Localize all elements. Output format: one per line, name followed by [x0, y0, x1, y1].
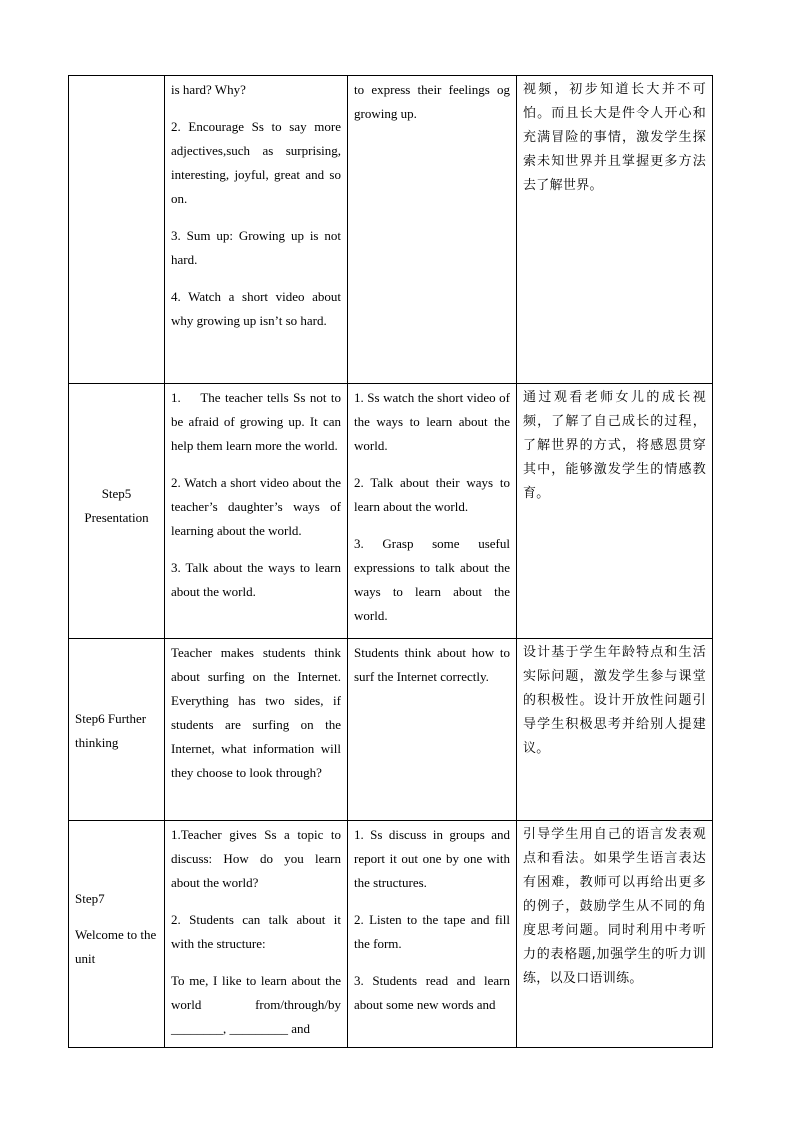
design-purpose-cell: 引导学生用自己的语言发表观点和看法。如果学生语言表达有困难，教师可以再给出更多的例子，鼓励学生从不同的角度思考问题。同时利用中考听力的表格题,加强学生的听力训练，以及口语训练。: [517, 821, 713, 1048]
student-activity-text: 3. Grasp some useful expressions to talk about the ways to learn about the world.: [354, 536, 510, 623]
design-purpose-cell: 设计基于学生年龄特点和生活实际问题，激发学生参与课堂的积极性。设计开放性问题引导学生积极思考并给别人提建议。: [517, 639, 713, 821]
design-purpose-cell: 视频，初步知道长大并不可怕。而且长大是件令人开心和充满冒险的事情，激发学生探索未知世界并且掌握更多方法去了解世界。: [517, 76, 713, 384]
teacher-activity-text: 1.Teacher gives Ss a topic to discuss: How do you learn about the world?: [171, 827, 341, 890]
step-title: Welcome to the unit: [75, 927, 157, 966]
teacher-activity-text: To me, I like to learn about the world from/through/by ________, _________ and: [171, 973, 341, 1036]
table-row: [69, 384, 713, 639]
student-activity-text: Students think about how to surf the Internet correctly.: [354, 645, 510, 684]
teacher-activity-text: Teacher makes students think about surfing on the Internet. Everything has two sides, if students are surfing on the Internet, what information will they choose to look through?: [171, 645, 341, 780]
table-row: [69, 639, 713, 821]
teacher-activity-text: 2. Encourage Ss to say more adjectives,such as surprising, interesting, joyful, great and so on.: [171, 119, 341, 206]
step-cell: [69, 384, 165, 639]
teacher-activity-text: 1. The teacher tells Ss not to be afraid of growing up. It can help them learn more the world.: [171, 390, 341, 453]
student-activity-text: 1. Ss watch the short video of the ways to learn about the world.: [354, 390, 510, 453]
student-activity-cell: [348, 76, 517, 384]
table-row: [69, 76, 713, 384]
design-purpose-cell: 通过观看老师女儿的成长视频，了解了自己成长的过程，了解世界的方式，将感恩贯穿其中，能够激发学生的情感教育。: [517, 384, 713, 639]
teacher-activity-cell: [165, 821, 348, 1048]
teacher-activity-text: 2. Students can talk about it with the structure:: [171, 912, 341, 951]
student-activity-text: 2. Listen to the tape and fill the form.: [354, 912, 510, 951]
step-label: Step7: [75, 891, 105, 906]
step-cell: [69, 821, 165, 1048]
student-activity-text: 1. Ss discuss in groups and report it out one by one with the structures.: [354, 827, 510, 890]
step-title: Step6 Further thinking: [75, 710, 147, 750]
step-cell: [69, 76, 165, 384]
step-title: Presentation: [84, 510, 149, 525]
teacher-activity-text: is hard? Why?: [171, 82, 246, 97]
student-activity-text: to express their feelings og growing up.: [354, 82, 510, 121]
teacher-activity-cell: [165, 639, 348, 821]
teacher-activity-text: 4. Watch a short video about why growing up isn’t so hard.: [171, 289, 341, 328]
teacher-activity-text: 3. Talk about the ways to learn about the world.: [171, 560, 341, 599]
table-row: [69, 821, 713, 1048]
student-activity-text: 2. Talk about their ways to learn about the world.: [354, 475, 510, 514]
lesson-plan-table: [68, 75, 713, 1048]
step-label: Step5: [101, 486, 132, 501]
teacher-activity-cell: [165, 384, 348, 639]
teacher-activity-text: 2. Watch a short video about the teacher’s daughter’s ways of learning about the world.: [171, 475, 341, 538]
student-activity-text: 3. Students read and learn about some new words and: [354, 973, 510, 1012]
teacher-activity-cell: [165, 76, 348, 384]
teacher-activity-text: 3. Sum up: Growing up is not hard.: [171, 228, 341, 267]
step-cell: [69, 639, 165, 821]
student-activity-cell: [348, 821, 517, 1048]
student-activity-cell: [348, 384, 517, 639]
student-activity-cell: [348, 639, 517, 821]
